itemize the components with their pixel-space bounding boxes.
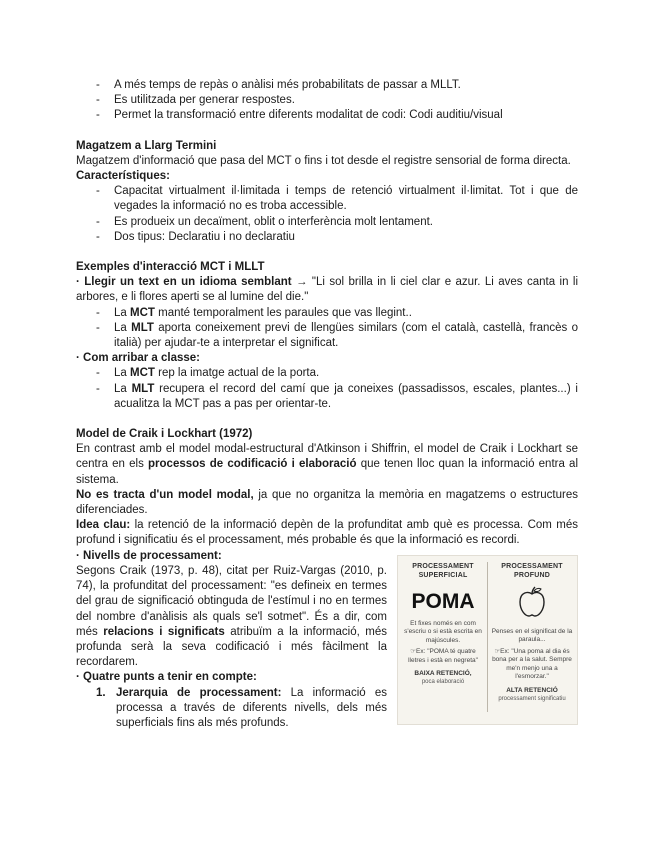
figure-right-foot2: processament significatiu	[498, 695, 566, 702]
section-heading-examples: Exemples d'interacció MCT i MLLT	[76, 261, 265, 274]
text-run: la retenció de la informació depèn de la profunditat amb què es processa. Com més profund i significatiu és el processament, més probable és que la informació es recordi.	[76, 519, 578, 547]
list-item	[76, 306, 578, 321]
list-item: - Es produeix un decaïment, oblit o interferència molt lentament.	[76, 215, 578, 230]
text-run: que tenen lloc quan la informació entra al sistema.	[76, 458, 578, 486]
text-run-bold: processos de codificació i elaboració	[148, 458, 357, 471]
figure-right-example: ☞Ex: "Una poma al dia és bona per a la salut. Sempre me'n menjo una a l'esmorzar."	[492, 647, 572, 681]
section-heading-mllt: Magatzem a Llarg Termini	[76, 139, 217, 152]
four-points-label: · Quatre punts a tenir en compte:	[76, 671, 257, 684]
item-term: MLT	[131, 382, 155, 395]
list-item: - Capacitat virtualment il·limitada i temps de retenció virtualment il·limitat. Tot i que de vegades la informació no es troba accessible.	[76, 184, 578, 214]
item-prefix: La	[114, 306, 130, 319]
example-1-list	[76, 306, 578, 352]
list-item	[76, 382, 578, 412]
craik-paragraph-2	[76, 488, 578, 518]
list-item	[76, 366, 578, 381]
mllt-feature-list	[76, 184, 578, 245]
item-prefix: La	[114, 382, 132, 395]
figure-right-title: PROCESSAMENT PROFUND	[501, 562, 563, 579]
example-1-label: · Llegir un text en un idioma semblant	[76, 276, 292, 289]
figure-poma-word: POMA	[411, 589, 475, 613]
document-page	[76, 78, 578, 731]
section-heading-craik: Model de Craik i Lockhart (1972)	[76, 428, 253, 441]
figure-right-foot: ALTA RETENCIÓ	[506, 686, 558, 694]
item-prefix: La	[114, 367, 130, 380]
figure-left-example: ☞Ex: "POMA té quatre lletres i està en negreta"	[408, 648, 478, 664]
example-2-list	[76, 366, 578, 412]
item-text: recupera el record del camí que ja coneixes (passadissos, escales, plantes...) i acualitza la MCT pas a pas per orientar-te.	[114, 382, 578, 410]
item-text: aporta coneixement previ de llengües similars (com el català, castellà, francès o italià) per ajudar-te a interpretar el significat.	[114, 321, 578, 350]
figure-left-foot2: poca elaboració	[421, 679, 465, 686]
list-item: - Permet la transformació entre diferents modalitat de codi: Codi auditiu/visual	[76, 108, 578, 123]
craik-paragraph-1	[76, 442, 578, 488]
example-1-text: → "Li sol brilla in li ciel clar e azur. Li aves canta in li arbores, e li flores aperti se al lumine del die."	[76, 276, 578, 304]
text-run: atribuïm a la informació, més profunda serà la seva codificació i més fàcilment la recordarem.	[76, 625, 387, 669]
mllt-intro: Magatzem d'informació que pasa del MCT o fins i tot desde el registre sensorial de forma directa.	[76, 154, 571, 167]
item-text: manté temporalment les paraules que vas llegint..	[154, 306, 412, 319]
example-2-label: · Com arribar a classe:	[76, 352, 201, 365]
text-run: ja que no organitza la memòria en magatzems o estructures diferenciades.	[76, 488, 578, 517]
item-text: La informació es processa a través de diferents nivells, dels més superficials fins als més profunds.	[116, 686, 387, 729]
example-1	[76, 275, 578, 305]
figure-column-superficial	[401, 562, 485, 688]
item-term: MCT	[130, 306, 155, 319]
item-text: rep la imatge actual de la porta.	[154, 367, 320, 380]
item-number: 1.	[96, 686, 106, 699]
mllt-features-label: Característiques:	[76, 170, 170, 183]
list-item: - Dos tipus: Declaratiu i no declaratiu	[76, 230, 578, 245]
list-item: - A més temps de repàs o anàlisi més probabilitats de passar a MLLT.	[76, 78, 578, 93]
top-bullet-list	[76, 78, 578, 124]
text-run-bold: No es tracta d'un model modal,	[76, 488, 254, 501]
list-item	[76, 321, 578, 351]
figure-column-profund	[490, 562, 574, 704]
figure-left-title: PROCESSAMENT SUPERFICIAL	[412, 562, 474, 579]
item-prefix: La	[114, 321, 132, 334]
list-item	[76, 686, 578, 732]
item-term: MLT	[131, 321, 154, 334]
figure-left-text: Et fixes només en com s'escriu o si està escrita en majúscules.	[404, 619, 482, 644]
text-run-bold: relacions i significats	[103, 625, 225, 638]
apple-icon	[517, 586, 547, 618]
text-run: Segons Craik (1973, p. 48), citat per Ruiz-Vargas (2010, p. 74), la profunditat del processament: "es defineix en termes del grau de significació obtinguda de l'estímul i no en termes del nombre d'anàlisis als quals se'l sotmet". És a dir, com més	[76, 564, 387, 638]
craik-paragraph-3	[76, 518, 578, 548]
four-points-list	[76, 686, 578, 732]
figure-right-text: Penses en el significat de la paraula...	[491, 627, 573, 644]
levels-block	[76, 549, 578, 731]
item-title: Jerarquia de processament:	[116, 686, 282, 699]
figure-left-foot: BAIXA RETENCIÓ,	[414, 670, 472, 678]
text-run: En contrast amb el model modal-estructural d'Atkinson i Shiffrin, el model de Craik i Lockhart se centra en els	[76, 443, 578, 471]
item-term: MCT	[130, 367, 155, 380]
text-run-bold: Idea clau:	[76, 519, 131, 532]
levels-label: · Nivells de processament:	[76, 549, 222, 562]
list-item: - Es utilitzada per generar respostes.	[76, 93, 578, 108]
